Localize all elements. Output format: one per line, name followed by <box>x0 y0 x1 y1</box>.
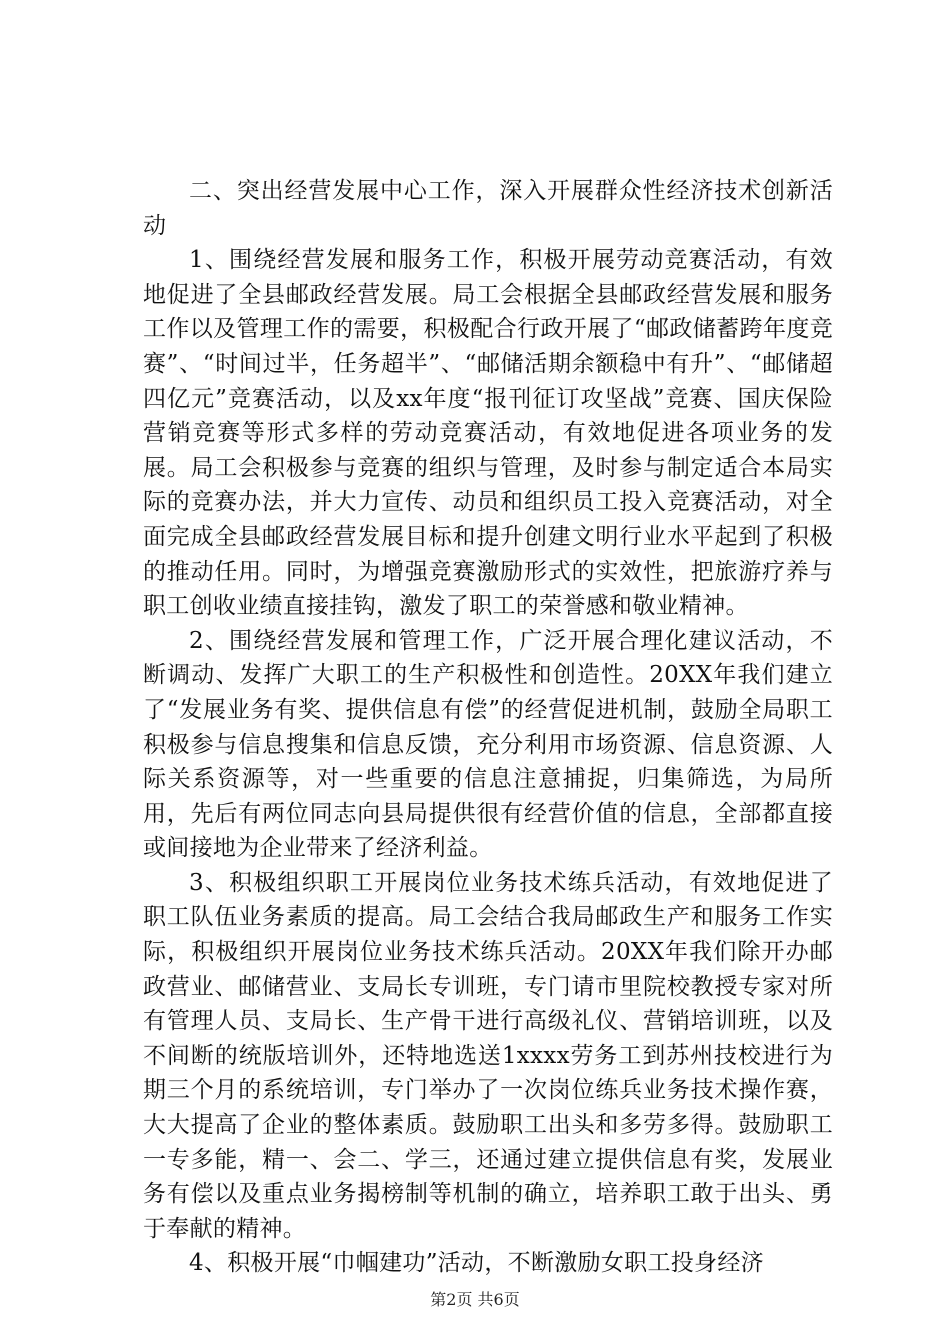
section-heading: 二、突出经营发展中心工作，深入开展群众性经济技术创新活动 <box>143 178 833 239</box>
paragraph-3: 3、积极组织职工开展岗位业务技术练兵活动，有效地促进了职工队伍业务素质的提高。局工会结合我局邮政生产和服务工作实际，积极组织开展岗位业务技术练兵活动。20XX年我们除开办邮政营业、邮储营业、支局长专训班，专门请市里院校教授专家对所有管理人员、支局长、生产骨干进行高级礼仪、营销培训班，以及不间断的统版培训外，还特地选送1xxxx劳务工到苏州技校进行为期三个月的系统培训，专门举办了一次岗位练兵业务技术操作赛，大大提高了企业的整体素质。鼓励职工出头和多劳多得。鼓励职工一专多能，精一、会二、学三，还通过建立提供信息有奖，发展业务有偿以及重点业务揭榜制等机制的确立，培养职工敢于出头、勇于奉献的精神。 <box>143 869 833 1242</box>
paragraph-4: 4、积极开展“巾帼建功”活动，不断激励女职工投身经济 <box>189 1250 764 1277</box>
paragraph-2: 2、围绕经营发展和管理工作，广泛开展合理化建议活动，不断调动、发挥广大职工的生产积极性和创造性。20XX年我们建立了“发展业务有奖、提供信息有偿”的经营促进机制，鼓励全局职工积极参与信息搜集和信息反馈，充分利用市场资源、信息资源、人际关系资源等，对一些重要的信息注意捕捉，归集筛选，为局所用，先后有两位同志向县局提供很有经营价值的信息，全部都直接或间接地为企业带来了经济利益。 <box>143 627 833 862</box>
paragraph-1: 1、围绕经营发展和服务工作，积极开展劳动竞赛活动，有效地促进了全县邮政经营发展。局工会根据全县邮政经营发展和服务工作以及管理工作的需要，积极配合行政开展了“邮政储蓄跨年度竞赛”、“时间过半，任务超半”、“邮储活期余额稳中有升”、“邮储超四亿元”竞赛活动，以及xx年度“报刊征订攻坚战”竞赛、国庆保险营销竞赛等形式多样的劳动竞赛活动，有效地促进各项业务的发展。局工会积极参与竞赛的组织与管理，及时参与制定适合本局实际的竞赛办法，并大力宣传、动员和组织员工投入竞赛活动，对全面完成全县邮政经营发展目标和提升创建文明行业水平起到了积极的推动任用。同时，为增强竞赛激励形式的实效性，把旅游疗养与职工创收业绩直接挂钩，激发了职工的荣誉感和敬业精神。 <box>143 247 833 620</box>
document-body <box>143 174 833 1281</box>
page-footer: 第2页 共6页 <box>430 1290 520 1309</box>
